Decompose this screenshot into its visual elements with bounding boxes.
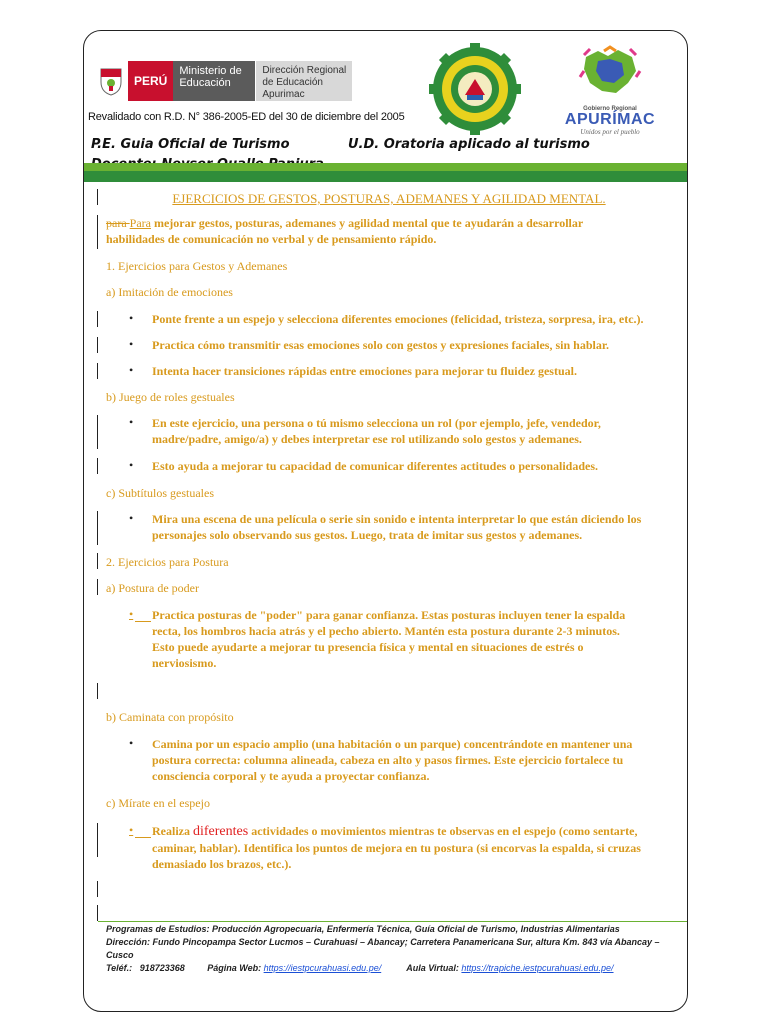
bullet-icon: •	[129, 736, 134, 750]
bullet-icon: •	[129, 337, 134, 351]
revision-mark	[97, 311, 98, 327]
revalidado-text: Revalidado con R.D. N° 386-2005-ED del 30 de diciembre del 2005	[88, 111, 405, 123]
revision-mark	[97, 215, 98, 249]
bullet-icon: •	[129, 458, 134, 472]
unit-line: U.D. Oratoria aplicado al turismo	[348, 137, 590, 152]
bullet-icon: •	[129, 363, 134, 377]
s2c-bullet-1: Realiza diferentes actividades o movimientos mientras te observas en el espejo (como sentarte, caminar, hablar). Identifica los puntos de mejora en tu postura (si encorvas la espalda, si cruzas demasiado los brazos, etc.).	[152, 824, 641, 871]
revision-mark	[97, 337, 98, 353]
subsection-2b-heading: b) Caminata con propósito	[106, 710, 234, 724]
document-title: EJERCICIOS DE GESTOS, POSTURAS, ADEMANES Y AGILIDAD MENTAL.	[172, 191, 606, 206]
peru-label: PERÚ	[128, 61, 173, 101]
s1a-bullet-2: Practica cómo transmitir esas emociones solo con gestos y expresiones faciales, sin hablar.	[152, 338, 610, 352]
revision-mark	[97, 683, 98, 699]
aula-virtual-link[interactable]: https://trapiche.iestpcurahuasi.edu.pe/	[461, 963, 614, 973]
direccion-regional-label: Dirección Regional de Educación Apurimac	[255, 61, 352, 101]
revision-mark	[97, 881, 98, 897]
footer-contact: Teléf.: 918723368 Página Web: https://iestpcurahuasi.edu.pe/ Aula Virtual: https://trapiche.iestpcurahuasi.edu.pe/	[106, 963, 614, 973]
intro-paragraph: para Para mejorar gestos, posturas, ademanes y agilidad mental que te ayudarán a desarrollar habilidades de comunicación no verbal y de pensamiento rápido.	[106, 216, 584, 246]
subsection-1b-heading: b) Juego de roles gestuales	[106, 390, 235, 404]
s2a-bullet-1: Practica posturas de "poder" para ganar confianza. Estas posturas incluyen tener la espalda recta, los hombros hacia atrás y el pecho abierto. Mantén esta postura durante 2-3 minutos. Esto puede ayudarte a mejorar tu presencia física y mental en situaciones de estrés o nerviosismo.	[152, 608, 626, 670]
s2b-bullet-1: Camina por un espacio amplio (una habitación o un parque) concentrándote en mantener una postura correcta: columna alineada, cabeza en alto y pasos firmes. Este ejercicio fortalece tu consciencia corporal y te ayuda a proyectar confianza.	[152, 737, 633, 783]
header-divider-light	[84, 163, 687, 171]
s1b-bullet-2: Esto ayuda a mejorar tu capacidad de comunicar diferentes actitudes o personalidades.	[152, 459, 598, 473]
footer-divider	[98, 921, 687, 922]
bullet-icon: •	[129, 511, 134, 525]
apurimac-slogan: Unidos por el pueblo	[580, 128, 640, 136]
subsection-1a-heading: a) Imitación de emociones	[106, 285, 233, 299]
apurimac-logo	[562, 47, 658, 137]
footer-programas: Programas de Estudios: Producción Agropecuaria, Enfermería Técnica, Guía Oficial de Turismo, Industrias Alimentarias	[106, 924, 620, 934]
website-link[interactable]: https://iestpcurahuasi.edu.pe/	[263, 963, 382, 973]
bullet-icon: •	[129, 607, 134, 621]
peru-shield-icon	[98, 66, 124, 96]
institute-seal-icon	[429, 43, 521, 135]
bullet-icon: •	[129, 311, 134, 325]
bullet-icon: •	[129, 823, 134, 837]
header-divider-dark	[84, 171, 687, 182]
s1a-bullet-1: Ponte frente a un espejo y selecciona diferentes emociones (felicidad, tristeza, sorpresa, ira, etc.).	[152, 312, 644, 326]
s1c-bullet-1: Mira una escena de una película o serie sin sonido e intenta interpretar lo que están diciendo los personajes solo observando sus gestos. Luego, trata de imitar sus gestos y ademanes.	[152, 512, 642, 542]
document-page	[83, 30, 688, 1012]
revision-mark	[97, 363, 98, 379]
revision-mark	[97, 511, 98, 545]
minedu-logo	[98, 61, 352, 101]
revision-mark	[97, 458, 98, 474]
s1b-bullet-1: En este ejercicio, una persona o tú mismo selecciona un rol (por ejemplo, jefe, vendedor, madre/padre, amigo/a) y debes interpretar ese rol utilizando solo gestos y ademanes.	[152, 416, 601, 446]
revision-mark	[97, 553, 98, 569]
apurimac-map-icon	[578, 47, 642, 99]
program-line: P.E. Guia Oficial de Turismo	[91, 137, 290, 152]
s1a-bullet-3: Intenta hacer transiciones rápidas entre emociones para mejorar tu fluidez gestual.	[152, 364, 577, 378]
subsection-1c-heading: c) Subtítulos gestuales	[106, 486, 214, 500]
apurimac-name: APURÍMAC	[564, 111, 656, 128]
section-1-heading: 1. Ejercicios para Gestos y Ademanes	[106, 259, 288, 273]
subsection-2a-heading: a) Postura de poder	[106, 581, 199, 595]
footer-direccion: Dirección: Fundo Pincopampa Sector Lucmos – Curahuasi – Abancay; Carretera Panamericana Sur, altura Km. 843 vía Abancay –Cusco	[106, 937, 660, 960]
gobierno-regional-label: Gobierno Regional	[583, 106, 637, 112]
revision-mark	[97, 823, 98, 857]
bullet-icon: •	[129, 415, 134, 429]
revision-mark	[97, 579, 98, 595]
inserted-tab-mark	[135, 823, 151, 838]
section-2-heading: 2. Ejercicios para Postura	[106, 555, 229, 569]
inserted-tab-mark	[135, 607, 151, 622]
ministerio-label: Ministerio de Educación	[173, 61, 255, 101]
revision-mark	[97, 905, 98, 921]
revision-mark	[97, 415, 98, 449]
revision-mark	[97, 189, 98, 205]
subsection-2c-heading: c) Mírate en el espejo	[106, 796, 210, 810]
footer	[106, 923, 681, 975]
